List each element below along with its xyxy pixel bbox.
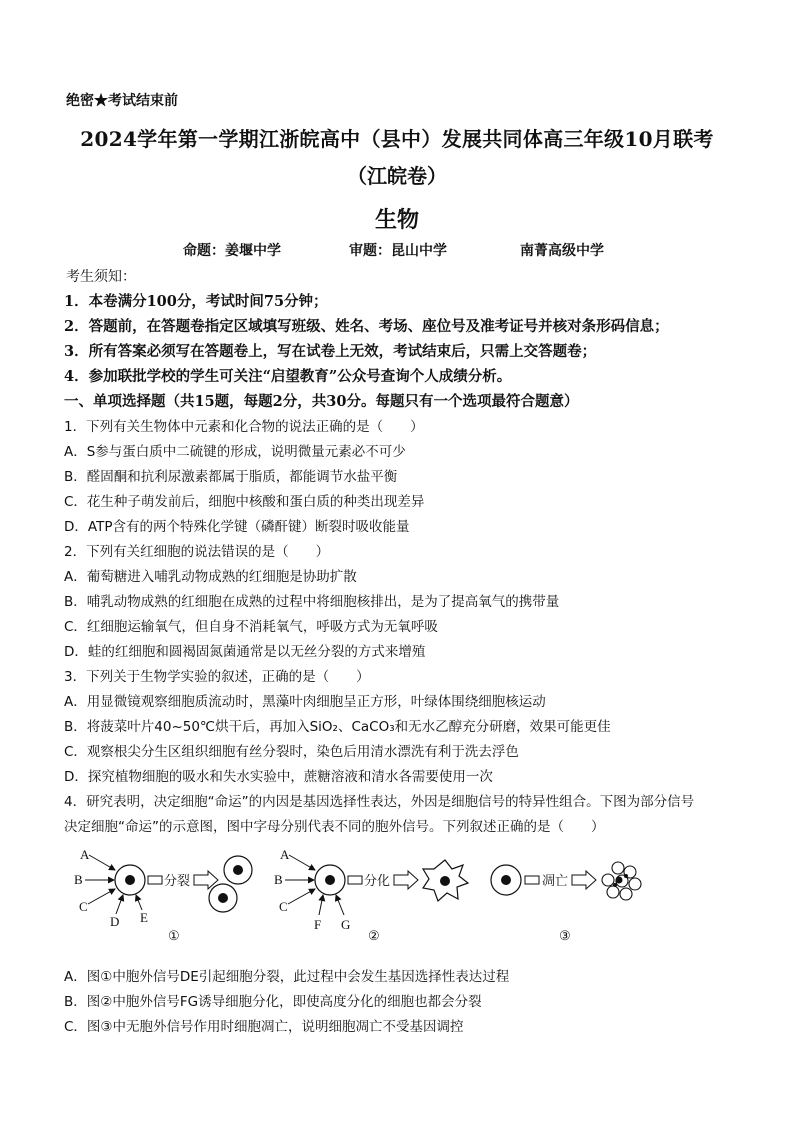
signal-label: B (274, 872, 283, 887)
option-a: A．葡萄糖进入哺乳动物成熟的红细胞是协助扩散 (64, 569, 357, 585)
note-item: 1．本卷满分100分，考试时间75分钟； (64, 293, 328, 310)
confidential-mark: 绝密★考试结束前 (66, 93, 178, 109)
note-item: 4．参加联批学校的学生可关注“启望教育”公众号查询个人成绩分析。 (64, 368, 512, 385)
process-label: 凋亡 (542, 874, 569, 889)
option-d: D．探究植物细胞的吸水和失水实验中，蔗糖溶液和清水各需要使用一次 (64, 769, 493, 785)
option-b: B．哺乳动物成熟的红细胞在成熟的过程中将细胞核排出，是为了提高氧气的携带量 (64, 594, 560, 610)
option-b: B．将菠菜叶片40~50℃烘干后，再加入SiO₂、CaCO₃和无水乙醇充分研磨，效果可能更佳 (64, 719, 611, 735)
signal-label: B (74, 872, 83, 887)
option-d: D．蛙的红细胞和圆褐固氮菌通常是以无丝分裂的方式来增殖 (64, 644, 426, 660)
signal-label: D (110, 914, 120, 929)
signal-label: A (280, 847, 290, 862)
option-a: A．图①中胞外信号DE引起细胞分裂，此过程中会发生基因选择性表达过程 (64, 969, 510, 985)
apoptotic-cell-icon (602, 862, 641, 900)
question-stem-cont: 决定细胞“命运”的示意图，图中字母分别代表不同的胞外信号。下列叙述正确的是（ ） (64, 819, 605, 835)
question-stem: 2．下列有关红细胞的说法错误的是（ ） (64, 544, 330, 560)
process-label: 分化 (364, 874, 391, 889)
section-heading: 一、单项选择题（共15题，每题2分，共30分。每题只有一个选项最符合题意） (64, 393, 579, 410)
option-c: C．观察根尖分生区组织细胞有丝分裂时，染色后用清水漂洗有利于洗去浮色 (64, 744, 519, 760)
credit-reviewer: 审题：昆山中学 (349, 243, 447, 259)
cell-fate-diagram (60, 838, 660, 953)
panel-label: ② (368, 928, 380, 943)
note-item: 3．所有答案必须写在答题卷上，写在试卷上无效，考试结束后，只需上交答题卷； (64, 343, 597, 360)
exam-subtitle: （江皖卷） (347, 164, 447, 188)
signal-label: G (341, 917, 351, 932)
exam-title: 2024学年第一学期江浙皖高中（县中）发展共同体高三年级10月联考 (80, 127, 714, 151)
panel-label: ③ (559, 928, 571, 943)
question-stem: 4．研究表明，决定细胞“命运”的内因是基因选择性表达，外因是细胞信号的特异性组合。下图为部分信号 (64, 794, 695, 810)
panel-division (74, 847, 252, 943)
signal-label: C (279, 899, 288, 914)
signal-label: F (314, 917, 322, 932)
question-stem: 3．下列关于生物学实验的叙述，正确的是（ ） (64, 669, 370, 685)
subject-title: 生物 (374, 207, 419, 233)
question-stem: 1．下列有关生物体中元素和化合物的说法正确的是（ ） (64, 419, 424, 435)
credit-setter: 命题：姜堰中学 (183, 243, 281, 259)
option-b: B．图②中胞外信号FG诱导细胞分化，即使高度分化的细胞也都会分裂 (64, 994, 482, 1010)
notes-heading: 考生须知： (66, 269, 136, 285)
option-d: D．ATP含有的两个特殊化学键（磷酐键）断裂时吸收能量 (64, 519, 410, 535)
credit-school: 南菁高级中学 (520, 243, 604, 259)
panel-label: ① (168, 928, 180, 943)
option-c: C．花生种子萌发前后，细胞中核酸和蛋白质的种类出现差异 (64, 494, 425, 510)
option-a: A．S参与蛋白质中二硫键的形成，说明微量元素必不可少 (64, 444, 406, 460)
panel-apoptosis (491, 862, 641, 943)
option-c: C．红细胞运输氧气，但自身不消耗氧气，呼吸方式为无氧呼吸 (64, 619, 438, 635)
signal-label: C (79, 899, 88, 914)
signal-label: A (80, 847, 90, 862)
panel-differentiation (274, 847, 468, 943)
note-item: 2．答题前，在答题卷指定区域填写班级、姓名、考场、座位号及准考证号并核对条形码信息； (64, 318, 669, 335)
option-a: A．用显微镜观察细胞质流动时，黑藻叶肉细胞呈正方形，叶绿体围绕细胞核运动 (64, 694, 546, 710)
option-b: B．醛固酮和抗利尿激素都属于脂质，都能调节水盐平衡 (64, 469, 398, 485)
option-c: C．图③中无胞外信号作用时细胞凋亡，说明细胞凋亡不受基因调控 (64, 1019, 464, 1035)
process-label: 分裂 (164, 874, 191, 889)
signal-label: E (140, 910, 148, 925)
